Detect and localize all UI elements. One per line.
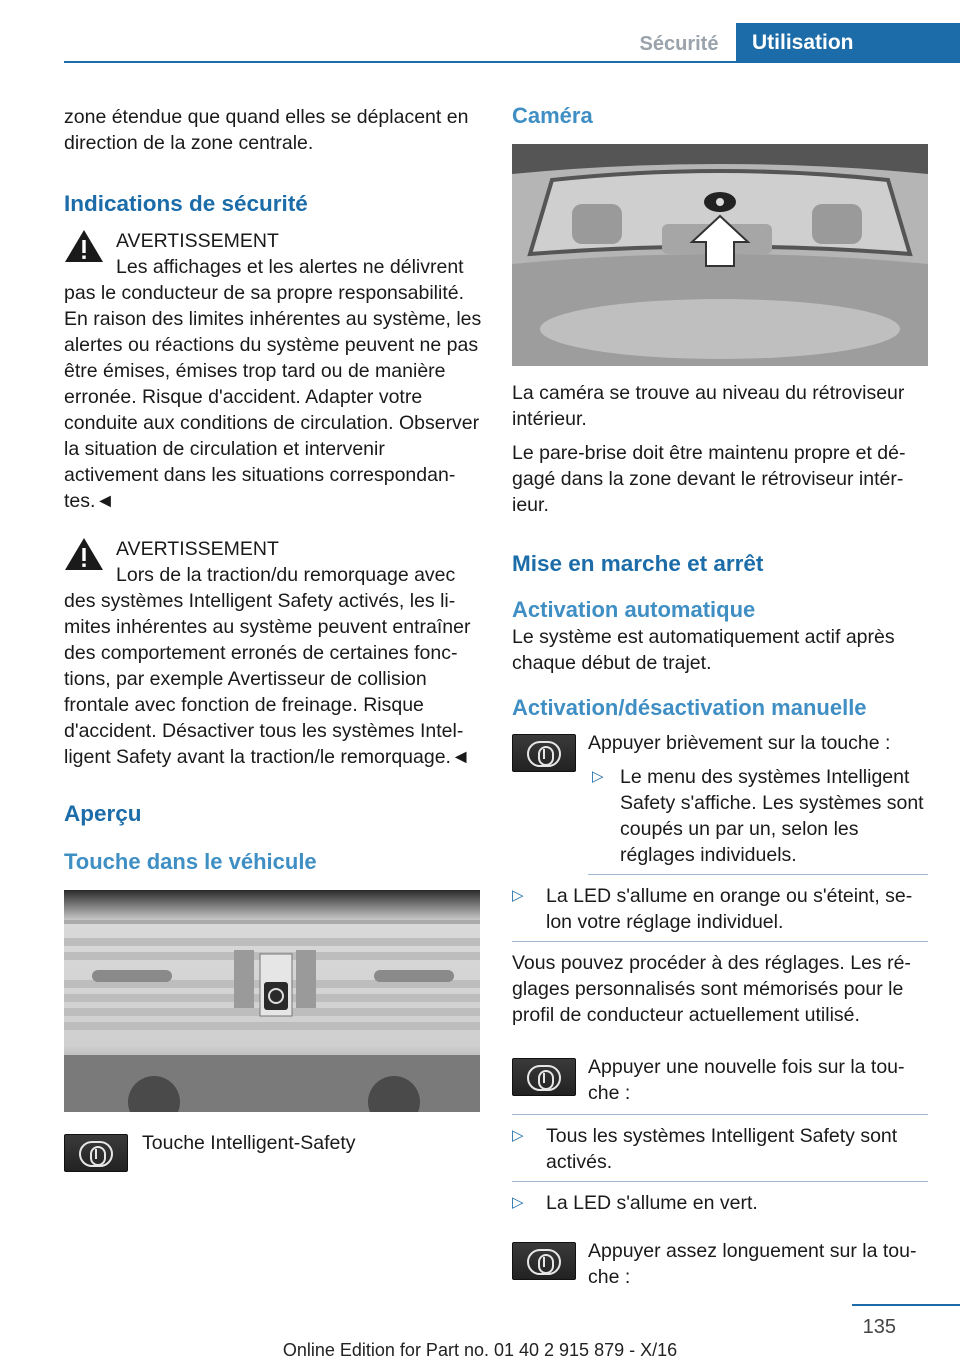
auto-heading: Activation automatique — [512, 597, 756, 622]
warning-2-first-line: Lors de la traction/du remorquage avec — [116, 564, 456, 586]
divider — [512, 941, 928, 942]
press-short-block — [512, 730, 928, 868]
bullet-4-text: La LED s'allume en vert. — [546, 1192, 758, 1214]
warning-2-title: AVERTISSEMENT — [116, 538, 279, 560]
overview-heading: Aperçu — [64, 801, 142, 826]
press-short-text: Appuyer brièvement sur la touche : — [588, 732, 891, 754]
divider — [512, 1114, 928, 1115]
header-section-tab: Sécurité — [622, 28, 736, 61]
edition-footer: Online Edition for Part no. 01 40 2 915 879 - X/16 — [282, 1340, 678, 1360]
warning-block-1 — [64, 228, 484, 514]
bullet-triangle-icon: ▷ — [512, 887, 524, 904]
bullet-3-text: Tous les systèmes Intelligent Safety sont activés. — [546, 1125, 898, 1173]
bullet-triangle-icon: ▷ — [592, 768, 604, 785]
warning-1-title: AVERTISSEMENT — [116, 230, 279, 252]
page-number: 135 — [862, 1316, 896, 1338]
list-item — [512, 883, 928, 935]
safety-heading: Indications de sécurité — [64, 191, 308, 216]
left-column — [64, 100, 484, 1176]
warning-icon — [64, 536, 104, 572]
header-rule — [64, 61, 960, 63]
camera-heading: Caméra — [512, 103, 593, 128]
camera-location-text: La caméra se trouve au niveau du rétroviseur intérieur. — [512, 382, 905, 430]
divider — [588, 874, 928, 875]
footer-rule — [852, 1304, 960, 1306]
bullet-1-text: Le menu des systèmes Intelligent Safety s'affiche. Les systèmes sont coupés un par un, selon les réglages individuels. — [620, 766, 924, 866]
intelligent-safety-button-icon — [512, 1058, 576, 1096]
press-again-block — [512, 1054, 928, 1106]
intelligent-safety-button-icon — [512, 1242, 576, 1280]
list-item — [512, 1190, 928, 1216]
intro-text: zone étendue que quand elles se déplacent en direction de la zone centrale. — [64, 106, 469, 154]
bullet-2-text: La LED s'allume en orange ou s'éteint, selon votre réglage individuel. — [546, 885, 913, 933]
list-item — [512, 764, 928, 868]
right-column — [512, 100, 928, 1290]
camera-clean-text: Le pare-brise doit être maintenu propre et dégagé dans la zone devant le rétroviseur intérieur. — [512, 442, 906, 516]
warning-icon — [64, 228, 104, 264]
list-item — [512, 1123, 928, 1175]
header-active-tab: Utilisation — [736, 23, 960, 63]
warning-1-first-line: Les affichages et les alertes ne délivrent — [116, 256, 464, 278]
bullet-triangle-icon: ▷ — [512, 1194, 524, 1211]
intelligent-safety-button-icon — [64, 1134, 128, 1172]
manual-heading: Activation/désactivation manuelle — [512, 695, 867, 720]
press-long-text: Appuyer assez longuement sur la touche : — [588, 1240, 917, 1288]
settings-text: Vous pouvez procéder à des réglages. Les réglages personnalisés sont mémorisés pour le profil de conducteur actuellement utilisé. — [512, 952, 911, 1026]
warning-block-2 — [64, 536, 484, 770]
auto-text: Le système est automatiquement actif après chaque début de trajet. — [512, 626, 895, 674]
button-legend — [64, 1130, 484, 1176]
warning-1-text: pas le conducteur de sa propre responsabilité. En raison des limites inhérentes au système, les alertes ou réactions du système peuvent ne pas être émises, émises trop tard ou de manière erronée. Risque d'accident. Adapter votre conduite aux conditions de circulation. Observer la situation de circulation et intervenir activement dans les situations correspondantes.◄ — [64, 282, 482, 512]
button-caption: Touche Intelligent-Safety — [142, 1132, 356, 1154]
dashboard-photo — [64, 890, 480, 1112]
press-long-block — [512, 1238, 928, 1290]
button-heading: Touche dans le véhicule — [64, 849, 317, 874]
divider — [512, 1181, 928, 1182]
onoff-heading: Mise en marche et arrêt — [512, 551, 764, 576]
warning-2-text: des systèmes Intelligent Safety activés, les limites inhérentes au système peuvent entraîner des comportement erronés de certaines fonctions, par exemple Avertisseur de collision frontale avec fonction de freinage. Risque d'accident. Désactiver tous les systèmes Intelligent Safety avant la traction/le remorquage.◄ — [64, 590, 471, 768]
bullet-triangle-icon: ▷ — [512, 1127, 524, 1144]
press-again-text: Appuyer une nouvelle fois sur la touche : — [588, 1056, 905, 1104]
camera-photo — [512, 144, 928, 366]
